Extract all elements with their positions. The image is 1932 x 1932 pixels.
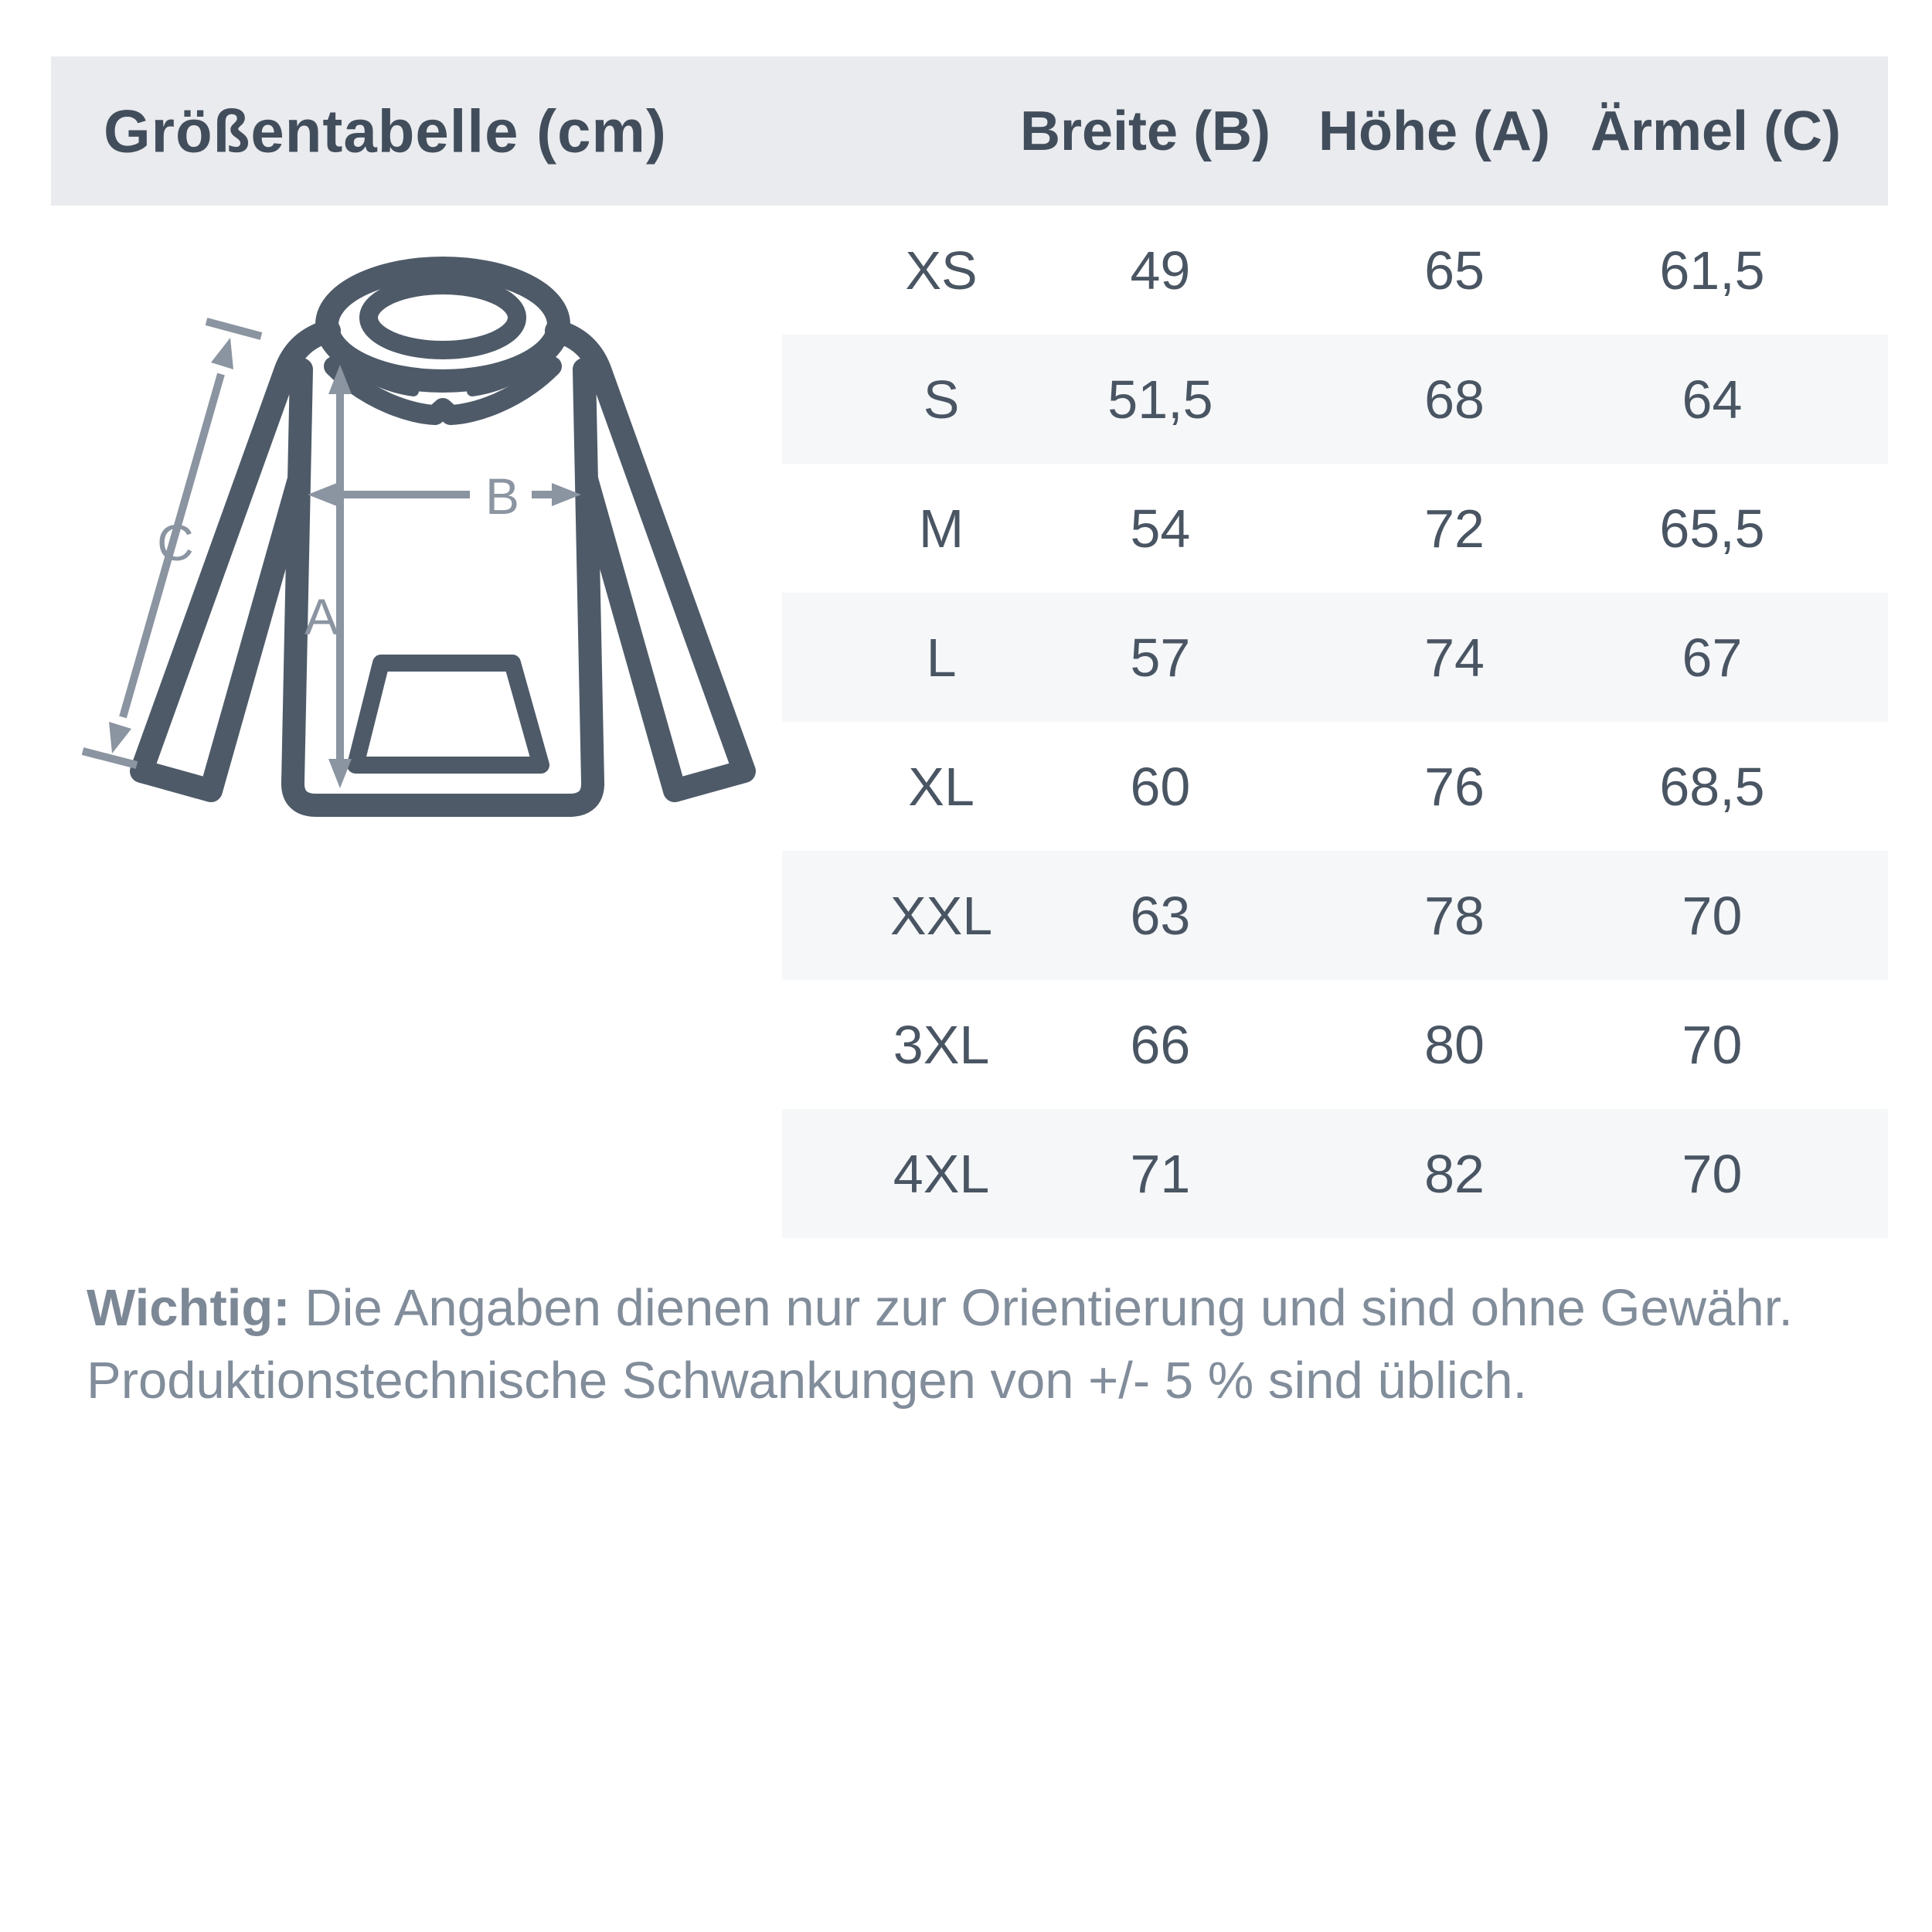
aermel-value: 64: [1682, 369, 1743, 430]
size-label: XXL: [889, 885, 993, 946]
table-header-bar: [51, 56, 1888, 206]
measure-c-tick-top: [206, 321, 261, 336]
hood-inner-ring: [369, 285, 517, 350]
hoehe-value: 78: [1424, 885, 1485, 946]
table-row-xs: [782, 206, 1888, 335]
footer-note-line1-text: Die Angaben dienen nur zur Orientierung und sind ohne Gewähr.: [290, 1279, 1793, 1337]
hoehe-value: 76: [1424, 756, 1485, 817]
measure-c-tick-bottom: [83, 751, 137, 765]
measure-b-label: B: [485, 468, 520, 525]
hoodie-diagram: [62, 193, 804, 935]
hoehe-value: 72: [1424, 498, 1485, 559]
aermel-value: 70: [1682, 1143, 1743, 1204]
size-label: XS: [905, 240, 978, 301]
size-label: 4XL: [893, 1143, 990, 1204]
table-row-m: [782, 464, 1888, 593]
column-header-aermel: Ärmel (C): [1590, 100, 1842, 162]
footer-note-line1: [87, 1272, 1887, 1345]
hoehe-value: 74: [1424, 627, 1485, 688]
column-header-hoehe: Höhe (A): [1318, 100, 1550, 162]
hoehe-value: 65: [1424, 240, 1485, 301]
measure-c-arrowhead-top: [211, 338, 233, 369]
aermel-value: 70: [1682, 1014, 1743, 1075]
table-row-l: [782, 593, 1888, 722]
size-table: [782, 206, 1888, 1238]
size-label: 3XL: [893, 1014, 990, 1075]
breite-value: 63: [1130, 885, 1191, 946]
aermel-value: 68,5: [1659, 756, 1765, 817]
table-row-xxl: [782, 851, 1888, 980]
measure-c-label: C: [157, 514, 194, 571]
page-title: Größentabelle (cm): [104, 97, 667, 165]
aermel-value: 67: [1682, 627, 1743, 688]
table-row-s: [782, 335, 1888, 464]
table-row-4xl: [782, 1109, 1888, 1238]
breite-value: 71: [1130, 1143, 1191, 1204]
breite-value: 54: [1130, 498, 1191, 559]
column-header-breite: Breite (B): [1019, 100, 1271, 162]
size-label: M: [918, 498, 964, 559]
footer-note-line2-text: Produktionstechnische Schwankungen von +/- 5 % sind üblich.: [87, 1352, 1528, 1410]
footer-note-line2: [87, 1345, 1887, 1417]
aermel-value: 70: [1682, 885, 1743, 946]
hoodie-pocket: [355, 663, 541, 765]
aermel-value: 61,5: [1659, 240, 1765, 301]
breite-value: 49: [1130, 240, 1191, 301]
size-label: L: [926, 627, 957, 688]
breite-value: 66: [1130, 1014, 1191, 1075]
measure-a-arrowhead-bottom: [328, 759, 352, 788]
aermel-value: 65,5: [1659, 498, 1765, 559]
size-label: XL: [908, 756, 975, 817]
size-label: S: [923, 369, 960, 430]
measure-a-label: A: [304, 588, 339, 645]
table-row-3xl: [782, 980, 1888, 1109]
footer-note: [87, 1272, 1887, 1417]
footer-note-prefix: Wichtig:: [87, 1279, 291, 1337]
breite-value: 51,5: [1107, 369, 1213, 430]
measure-c-arrowhead-bottom: [109, 722, 131, 753]
hoehe-value: 80: [1424, 1014, 1485, 1075]
hoehe-value: 82: [1424, 1143, 1485, 1204]
table-row-xl: [782, 722, 1888, 851]
measure-b-arrowhead-left: [308, 483, 337, 506]
breite-value: 60: [1130, 756, 1191, 817]
breite-value: 57: [1130, 627, 1191, 688]
hoehe-value: 68: [1424, 369, 1485, 430]
